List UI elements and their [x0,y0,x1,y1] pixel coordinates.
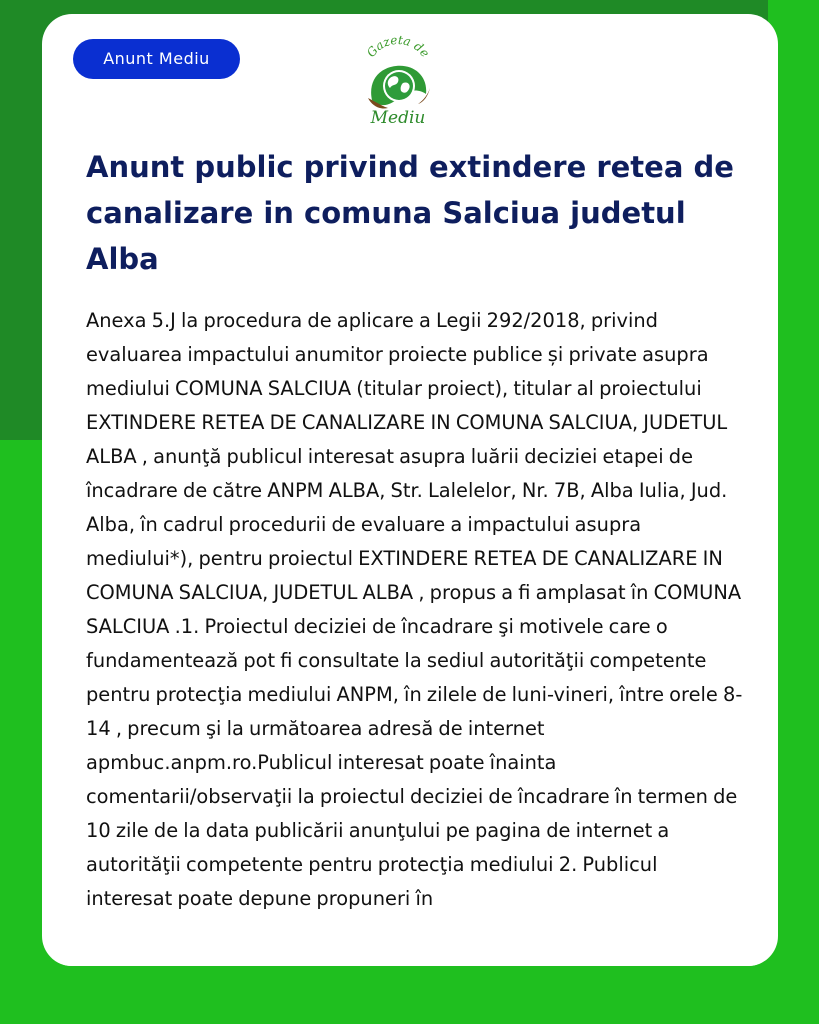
article-title: Anunt public privind extindere retea de canalizare in comuna Salciua judetul Alba [86,150,734,276]
category-badge[interactable]: Anunt Mediu [73,39,240,79]
gazeta-de-mediu-logo[interactable] [348,28,448,128]
article-card [42,14,778,966]
logo-text-bottom: Mediu [370,108,426,128]
article-body: Anexa 5.J la procedura de aplicare a Legii 292/2018, privind evaluarea impactului anumitor proiecte publice și private asupra mediului COMUNA SALCIUA (titular proiect), titular al proiectului EXTINDERE RETEA DE CANALIZARE IN COMUNA SALCIUA, JUDETUL ALBA , anunţă publicul interesat asupra luării deciziei etapei de încadrare de către ANPM ALBA, Str. Lalelelor, Nr. 7B, Alba Iulia, Jud. Alba, în cadrul procedurii de evaluare a impactului asupra mediului*), pentru proiectul EXTINDERE RETEA DE CANALIZARE IN COMUNA SALCIUA, JUDETUL ALBA , propus a fi amplasat în COMUNA SALCIUA .1. Proiectul deciziei de încadrare şi motivele care o fundamentează pot fi consultate la sediul autorităţii competente pentru protecţia mediului ANPM, în zilele de luni-vineri, între orele 8-14 , precum şi la următoarea adresă de internet apmbuc.anpm.ro.Publicul interesat poate înainta comentarii/observaţii la proiectul deciziei de încadrare în termen de 10 zile de la data publicării anunţului pe pagina de internet a autorităţii competente pentru protecţia mediului 2. Publicul interesat poate depune propuneri în [86,309,743,910]
svg-text:Gazeta de [364,33,432,60]
globe-leaf-icon [348,28,448,128]
card-bottom-edge [42,958,778,966]
logo-text-top: Gazeta de [363,32,433,60]
